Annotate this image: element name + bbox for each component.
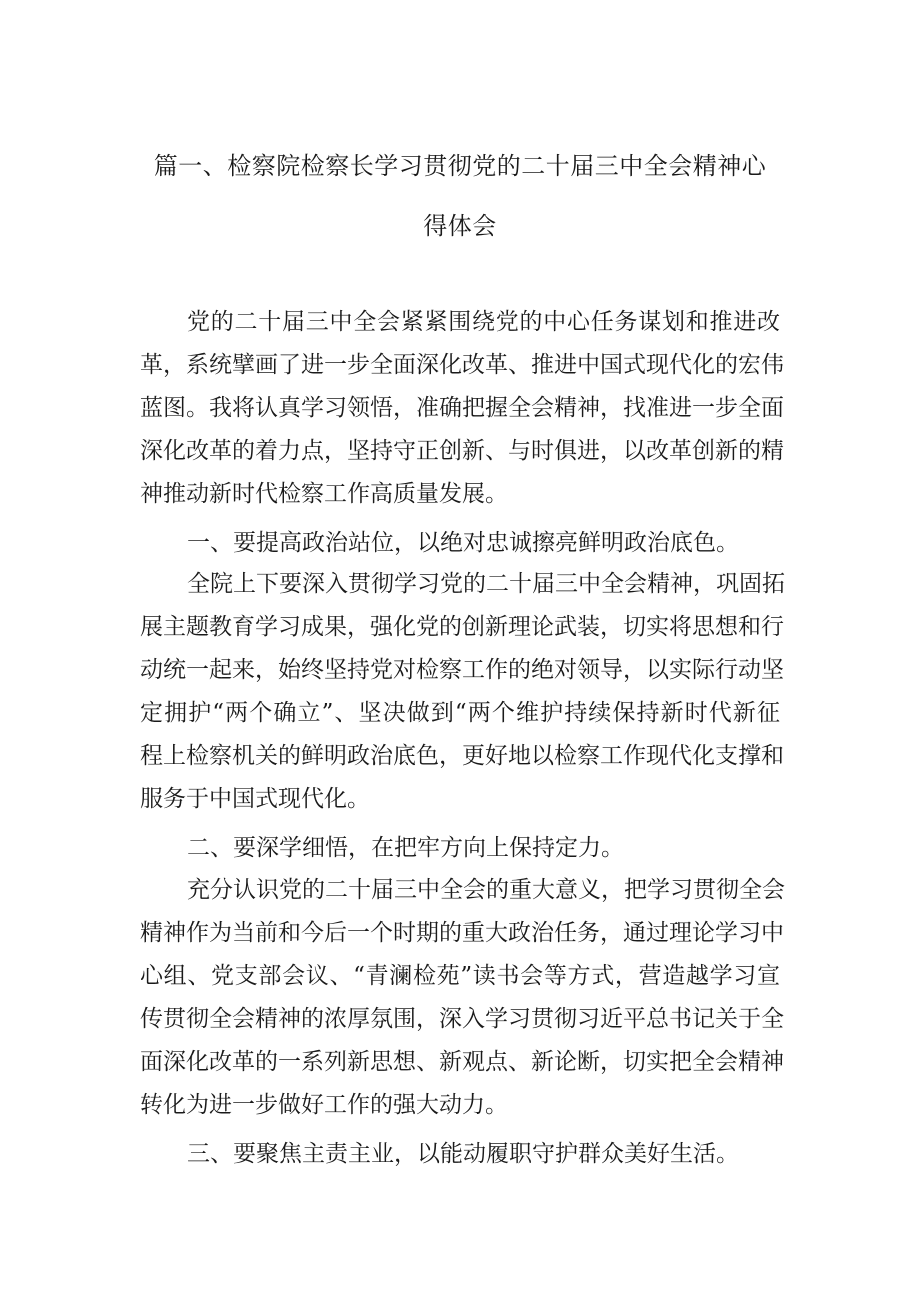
intro-line-5: 神推动新时代检察工作高质量发展。: [140, 481, 508, 507]
section-2-line-3: 心组、党支部会议、“青澜检苑”读书会等方式，营造越学习宣: [140, 963, 780, 989]
section-2-line-6: 转化为进一步做好工作的强大动力。: [140, 1092, 508, 1118]
section-3-heading: 三、要聚焦主责主业，以能动履职守护群众美好生活。: [187, 1141, 739, 1167]
section-2-heading: 二、要深学细悟，在把牢方向上保持定力。: [187, 835, 624, 861]
section-1-line-2: 展主题教育学习成果，强化党的创新理论武装，切实将思想和行: [140, 614, 784, 640]
section-2-line-5: 面深化改革的一系列新思想、新观点、新论断，切实把全会精神: [140, 1049, 784, 1075]
section-1-line-6: 服务于中国式现代化。: [140, 786, 370, 812]
section-1-line-5: 程上检察机关的鲜明政治底色，更好地以检察工作现代化支撑和: [140, 743, 784, 769]
section-1-line-1: 全院上下要深入贯彻学习党的二十届三中全会精神，巩固拓: [187, 571, 785, 597]
document-title-line-2: 得体会: [423, 212, 497, 240]
document-title-line-1: 篇一、检察院检察长学习贯彻党的二十届三中全会精神心: [153, 152, 767, 180]
section-2-line-2: 精神作为当前和今后一个时期的重大政治任务，通过理论学习中: [140, 920, 784, 946]
intro-line-2: 革，系统擘画了进一步全面深化改革、推进中国式现代化的宏伟: [140, 352, 784, 378]
section-1-line-4: 定拥护“两个确立”、坚决做到“两个维护持续保持新时代新征: [140, 700, 780, 726]
section-2-line-1: 充分认识党的二十届三中全会的重大意义，把学习贯彻全会: [187, 877, 785, 903]
intro-line-1: 党的二十届三中全会紧紧围绕党的中心任务谋划和推进改: [187, 309, 780, 335]
section-1-heading: 一、要提高政治站位，以绝对忠诚擦亮鲜明政治底色。: [187, 530, 739, 556]
section-2-line-4: 传贯彻全会精神的浓厚氛围，深入学习贯彻习近平总书记关于全: [140, 1006, 784, 1032]
section-1-line-3: 动统一起来，始终坚持党对检察工作的绝对领导，以实际行动坚: [140, 657, 784, 683]
intro-line-3: 蓝图。我将认真学习领悟，准确把握全会精神，找准进一步全面: [140, 395, 784, 421]
intro-line-4: 深化改革的着力点，坚持守正创新、与时俱进，以改革创新的精: [140, 438, 784, 464]
